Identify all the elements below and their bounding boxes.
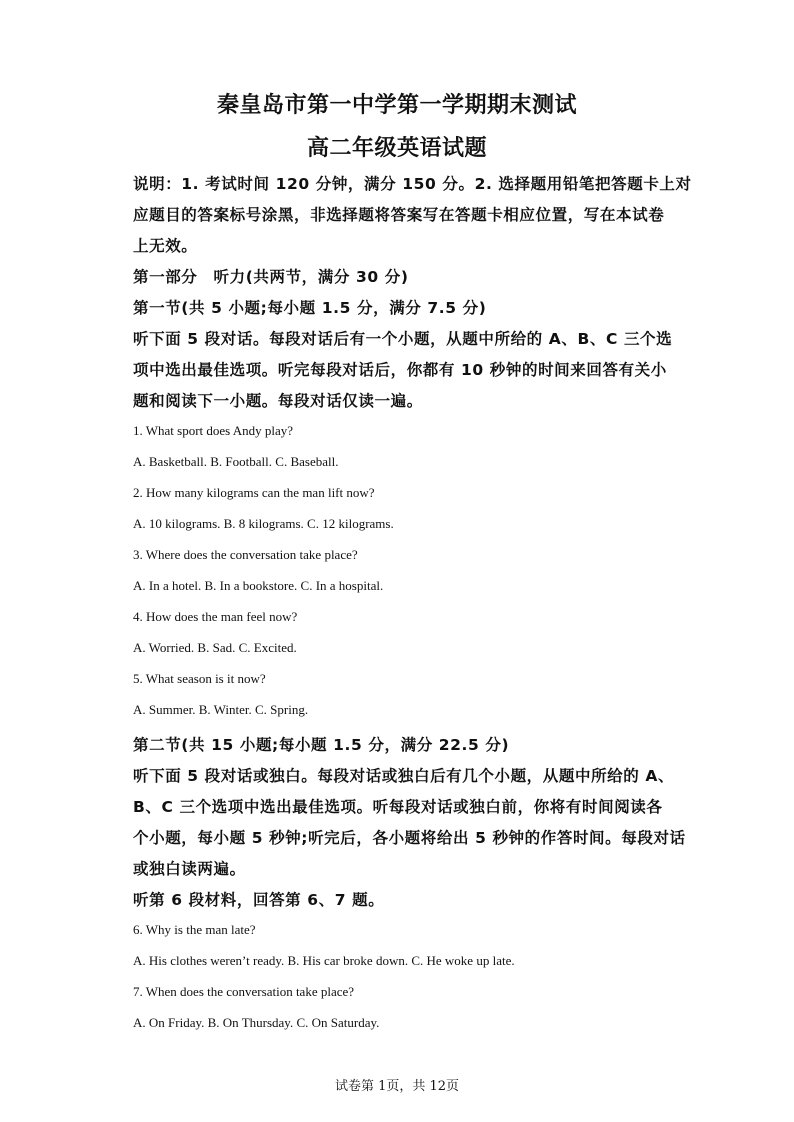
question-7: 7. When does the conversation take place?: [133, 984, 355, 999]
question-6: 6. Why is the man late?: [133, 922, 256, 937]
instructions-line-2: 应题目的答案标号涂黑，非选择题将答案写在答题卡相应位置，写在本试卷: [133, 206, 665, 224]
section1-directions-line-3: 题和阅读下一小题。每段对话仅读一遍。: [133, 392, 423, 410]
question-5: 5. What season is it now?: [133, 671, 266, 686]
section2-directions-line-3: 个小题，每小题 5 秒钟;听完后，各小题将给出 5 秒钟的作答时间。每段对话: [133, 829, 686, 847]
exam-title: 秦皇岛市第一中学第一学期期末测试: [216, 92, 577, 118]
exam-subtitle: 高二年级英语试题: [306, 135, 487, 161]
section2-directions-line-1: 听下面 5 段对话或独白。每段对话或独白后有几个小题，从题中所给的 A、: [133, 767, 675, 785]
section2-heading: 第二节(共 15 小题;每小题 1.5 分，满分 22.5 分): [133, 736, 510, 754]
instructions-line-3: 上无效。: [133, 237, 198, 255]
section2-directions-line-4: 或独白读两遍。: [133, 860, 246, 878]
part1-heading: 第一部分 听力(共两节，满分 30 分): [133, 268, 409, 286]
question-5-options: A. Summer. B. Winter. C. Spring.: [133, 702, 309, 717]
section2-directions-line-2: B、C 三个选项中选出最佳选项。听每段对话或独白前，你将有时间阅读各: [133, 798, 663, 816]
question-3: 3. Where does the conversation take place?: [133, 547, 358, 562]
question-4-options: A. Worried. B. Sad. C. Excited.: [133, 640, 297, 655]
question-3-options: A. In a hotel. B. In a bookstore. C. In a hospital.: [133, 578, 384, 593]
instructions-line-1: 说明：1. 考试时间 120 分钟，满分 150 分。2. 选择题用铅笔把答题卡上对: [133, 175, 692, 193]
section1-heading: 第一节(共 5 小题;每小题 1.5 分，满分 7.5 分): [133, 299, 487, 317]
question-1: 1. What sport does Andy play?: [133, 423, 294, 438]
question-7-options: A. On Friday. B. On Thursday. C. On Saturday.: [133, 1015, 380, 1030]
material-6-heading: 听第 6 段材料，回答第 6、7 题。: [133, 891, 385, 909]
section1-directions-line-2: 项中选出最佳选项。听完每段对话后，你都有 10 秒钟的时间来回答有关小: [133, 361, 667, 379]
section1-directions-line-1: 听下面 5 段对话。每段对话后有一个小题，从题中所给的 A、B、C 三个选: [133, 330, 673, 348]
question-2: 2. How many kilograms can the man lift now?: [133, 485, 375, 500]
question-4: 4. How does the man feel now?: [133, 609, 298, 624]
question-6-options: A. His clothes weren’t ready. B. His car broke down. C. He woke up late.: [133, 953, 515, 968]
question-2-options: A. 10 kilograms. B. 8 kilograms. C. 12 kilograms.: [133, 516, 394, 531]
question-1-options: A. Basketball. B. Football. C. Baseball.: [133, 454, 339, 469]
page-footer: 试卷第 1页，共 12页: [334, 1079, 460, 1094]
